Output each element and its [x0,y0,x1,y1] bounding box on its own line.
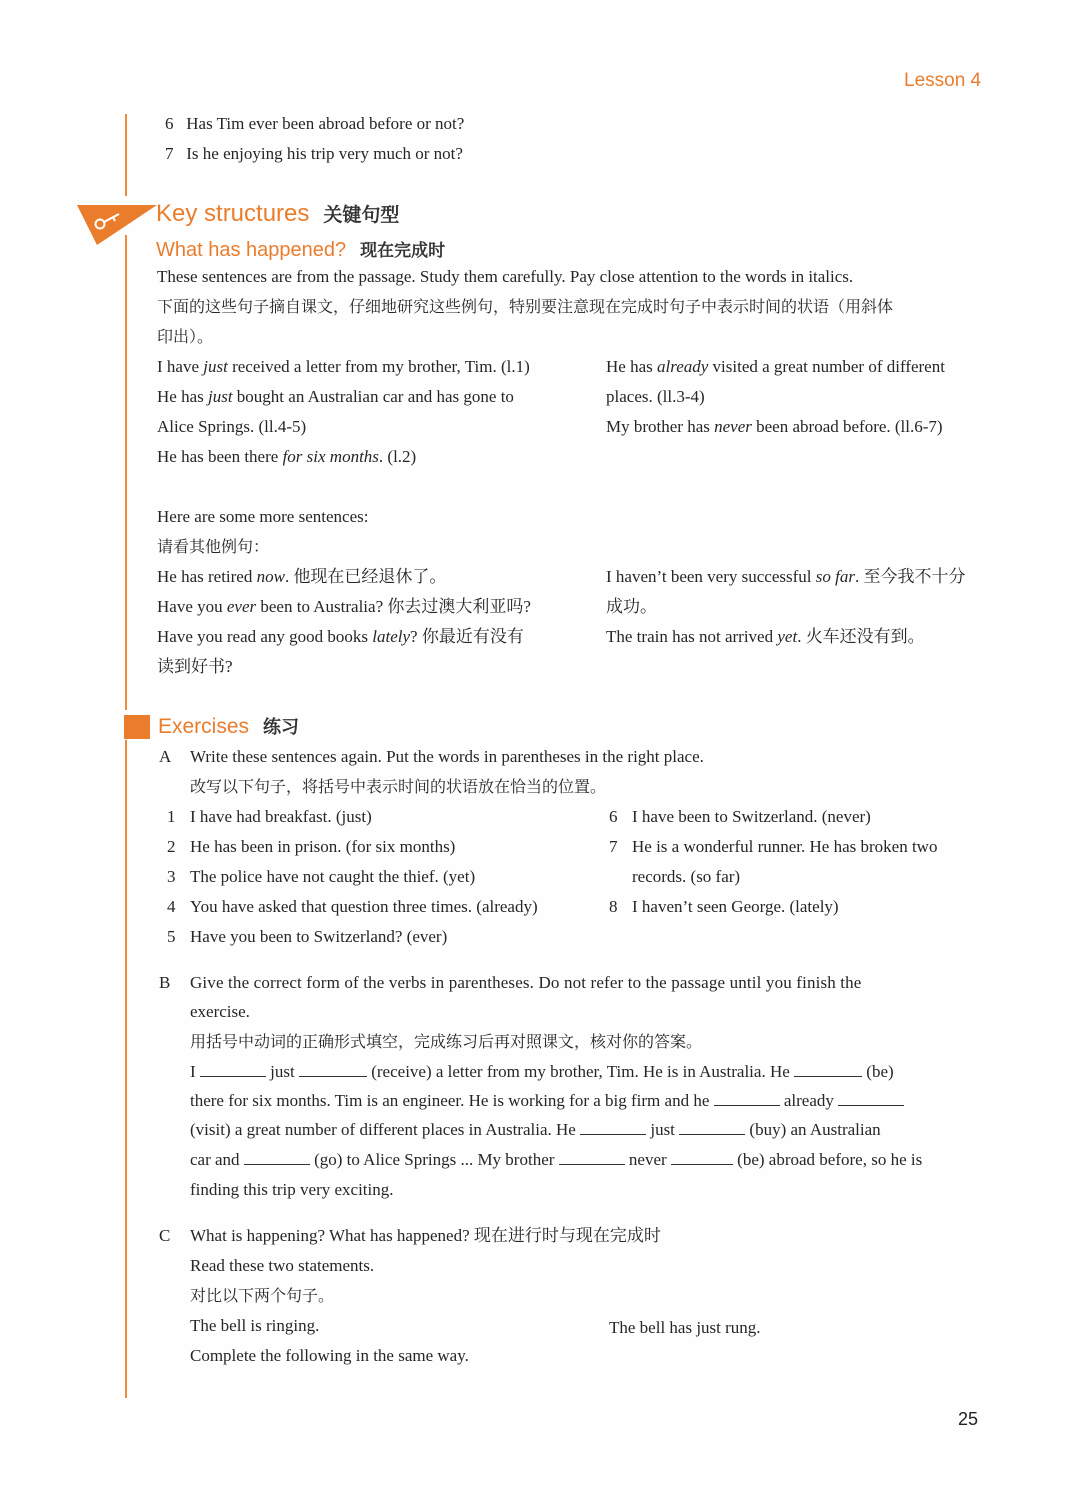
example-sentence [606,352,945,382]
text: bought an Australian car and has gone to [232,387,514,406]
section-title-cn: 练习 [263,717,300,738]
example-statement: The bell has just rung. [609,1318,761,1337]
text: there for six months. Tim is an engineer. He is working for a big firm and he [190,1091,710,1110]
text: (visit) a great number of different places in Australia. He [190,1120,576,1139]
margin-rule-top [125,114,127,196]
exercise-letter: B [159,973,171,992]
text: Have you [157,597,227,616]
example-sentence [157,382,514,412]
section-title: Exercises [158,715,250,738]
example-sentence [606,412,943,442]
text: never [628,1150,667,1169]
margin-rule-bottom [125,740,127,1398]
text: I have [157,357,204,376]
item-number: 2 [167,837,176,856]
question-item [165,139,463,169]
question-text: Has Tim ever been abroad before or not? [186,114,465,133]
exercise-instruction-cn: 对比以下两个句子。 [190,1286,335,1305]
text: ? 你最近有没有 [410,627,524,646]
text: already [783,1091,834,1110]
answer-blank[interactable] [838,1091,904,1106]
exercise-instruction-cn: 用括号中动词的正确形式填空，完成练习后再对照课文，核对你的答案。 [190,1032,703,1051]
italic-word: just [203,357,228,376]
key-structures-heading [156,200,399,228]
exercises-heading [158,713,299,739]
question-text: Is he enjoying his trip very much or not? [186,144,463,163]
text: Alice Springs. (ll.4-5) [157,417,307,436]
exercise-instruction: exercise. [190,1002,250,1021]
exercise-item [167,892,538,922]
intro-text-cn: 印出）。 [157,327,214,346]
exercise-item [167,802,372,832]
example-statement: The bell is ringing. [190,1316,320,1335]
text: He has [606,357,657,376]
item-number: 8 [609,897,618,916]
example-sentence [157,562,446,592]
subsection-title-cn: 现在完成时 [360,241,446,261]
exercise-instruction: Give the correct form of the verbs in parentheses. Do not refer to the passage until you finish the [190,973,862,992]
italic-word: already [656,357,709,376]
example-sentence [157,442,416,472]
italic-word: for six months [282,447,379,466]
text: The train has not arrived [606,627,778,646]
exercise-item [609,802,871,832]
example-sentence [606,382,705,412]
key-icon [77,205,157,245]
exercise-instruction: Read these two statements. [190,1256,375,1275]
margin-rule-middle [125,235,127,710]
text: (receive) a letter from my brother, Tim. He is in Australia. He [371,1062,790,1081]
italic-word: yet [777,627,798,646]
text: My brother has [606,417,715,436]
exercise-item [167,922,448,952]
item-number: 4 [167,897,176,916]
text: . 他现在已经退休了。 [284,567,447,586]
text: He has retired [157,567,257,586]
text: car and [190,1150,240,1169]
text: (be) [866,1062,894,1081]
answer-blank[interactable] [200,1062,266,1077]
item-number: 6 [609,807,618,826]
answer-blank[interactable] [559,1150,625,1165]
intro-text-cn: 下面的这些句子摘自课文，仔细地研究这些例句，特别要注意现在完成时句子中表示时间的状语（用斜体 [157,297,894,316]
example-sentence [606,562,965,592]
text: Have you read any good books [157,627,373,646]
item-text: I haven’t seen George. (lately) [632,897,839,916]
example-sentence [157,622,524,652]
section-title-cn: 关键句型 [323,204,400,226]
example-sentence [606,592,657,622]
text: been to Australia? 你去过澳大利亚吗? [256,597,531,616]
item-number: 3 [167,867,176,886]
text: I haven’t been very successful [606,567,816,586]
exercise-item [167,832,456,862]
text: He has [157,387,208,406]
item-text: I have been to Switzerland. (never) [632,807,871,826]
exercise-instruction: Write these sentences again. Put the words in parentheses in the right place. [190,747,704,766]
fill-in-line [190,1145,922,1175]
fill-in-line [190,1057,894,1087]
example-sentence [606,622,925,652]
italic-word: now [256,567,285,586]
answer-blank[interactable] [580,1120,646,1135]
section-title: Key structures [156,200,310,227]
example-sentence [157,652,233,682]
text: places. (ll.3-4) [606,387,705,406]
exercise-instruction: Complete the following in the same way. [190,1346,469,1365]
question-item [165,109,464,139]
item-text: Have you been to Switzerland? (ever) [190,927,448,946]
item-text: He is a wonderful runner. He has broken two [632,837,938,856]
item-text: He has been in prison. (for six months) [190,837,456,856]
text: 读到好书? [157,657,233,676]
item-number: 5 [167,927,176,946]
text: received a letter from my brother, Tim. (l.1) [227,357,530,376]
text: . (l.2) [378,447,417,466]
question-number: 7 [165,144,174,163]
exercise-item [609,892,839,922]
italic-word: never [714,417,752,436]
text: . 至今我不十分 [854,567,966,586]
intro-text: These sentences are from the passage. Study them carefully. Pay close attention to the words in italics. [157,267,854,286]
italic-word: just [207,387,233,406]
more-sentences-label-cn: 请看其他例句： [157,537,270,556]
text: just [270,1062,295,1081]
more-sentences-label: Here are some more sentences: [157,507,369,526]
text: 成功。 [606,597,657,616]
text: He has been there [157,447,283,466]
item-text: records. (so far) [632,867,741,886]
answer-blank[interactable] [679,1120,745,1135]
item-text: You have asked that question three times. (already) [190,897,538,916]
text: been abroad before. (ll.6-7) [751,417,943,436]
italic-word: ever [226,597,257,616]
italic-word: so far [815,567,855,586]
answer-blank[interactable] [671,1150,733,1165]
answer-blank[interactable] [714,1091,780,1106]
text: . 火车还没有到。 [797,627,925,646]
question-number: 6 [165,114,174,133]
exercise-letter: A [159,747,172,766]
text: (buy) an Australian [749,1120,881,1139]
example-sentence [157,592,531,622]
answer-blank[interactable] [299,1062,367,1077]
item-text: The police have not caught the thief. (yet) [190,867,476,886]
exercise-instruction-cn: 改写以下句子，将括号中表示时间的状语放在恰当的位置。 [190,777,607,796]
text: (go) to Alice Springs ... My brother [314,1150,555,1169]
answer-blank[interactable] [244,1150,310,1165]
answer-blank[interactable] [794,1062,862,1077]
exercise-item [167,862,476,892]
example-sentence [157,352,530,382]
page-number: 25 [958,1409,979,1429]
exercise-item [609,832,938,862]
text: just [650,1120,675,1139]
exercise-title: What is happening? What has happened? 现在进行时与现在完成时 [190,1226,661,1245]
fill-in-line [190,1086,904,1116]
fill-in-line [190,1115,881,1145]
key-structures-subheading [156,236,445,262]
exercise-letter: C [159,1226,171,1245]
text: (be) abroad before, so he is [737,1150,923,1169]
item-number: 7 [609,837,618,856]
subsection-title: What has happened? [156,239,347,261]
fill-in-line: finding this trip very exciting. [190,1180,394,1199]
text: visited a great number of different [708,357,945,376]
exercises-marker [124,715,150,739]
lesson-label: Lesson 4 [904,70,982,91]
text: I [190,1062,196,1081]
example-sentence [157,412,306,442]
item-text: I have had breakfast. (just) [190,807,372,826]
item-number: 1 [167,807,176,826]
italic-word: lately [372,627,411,646]
